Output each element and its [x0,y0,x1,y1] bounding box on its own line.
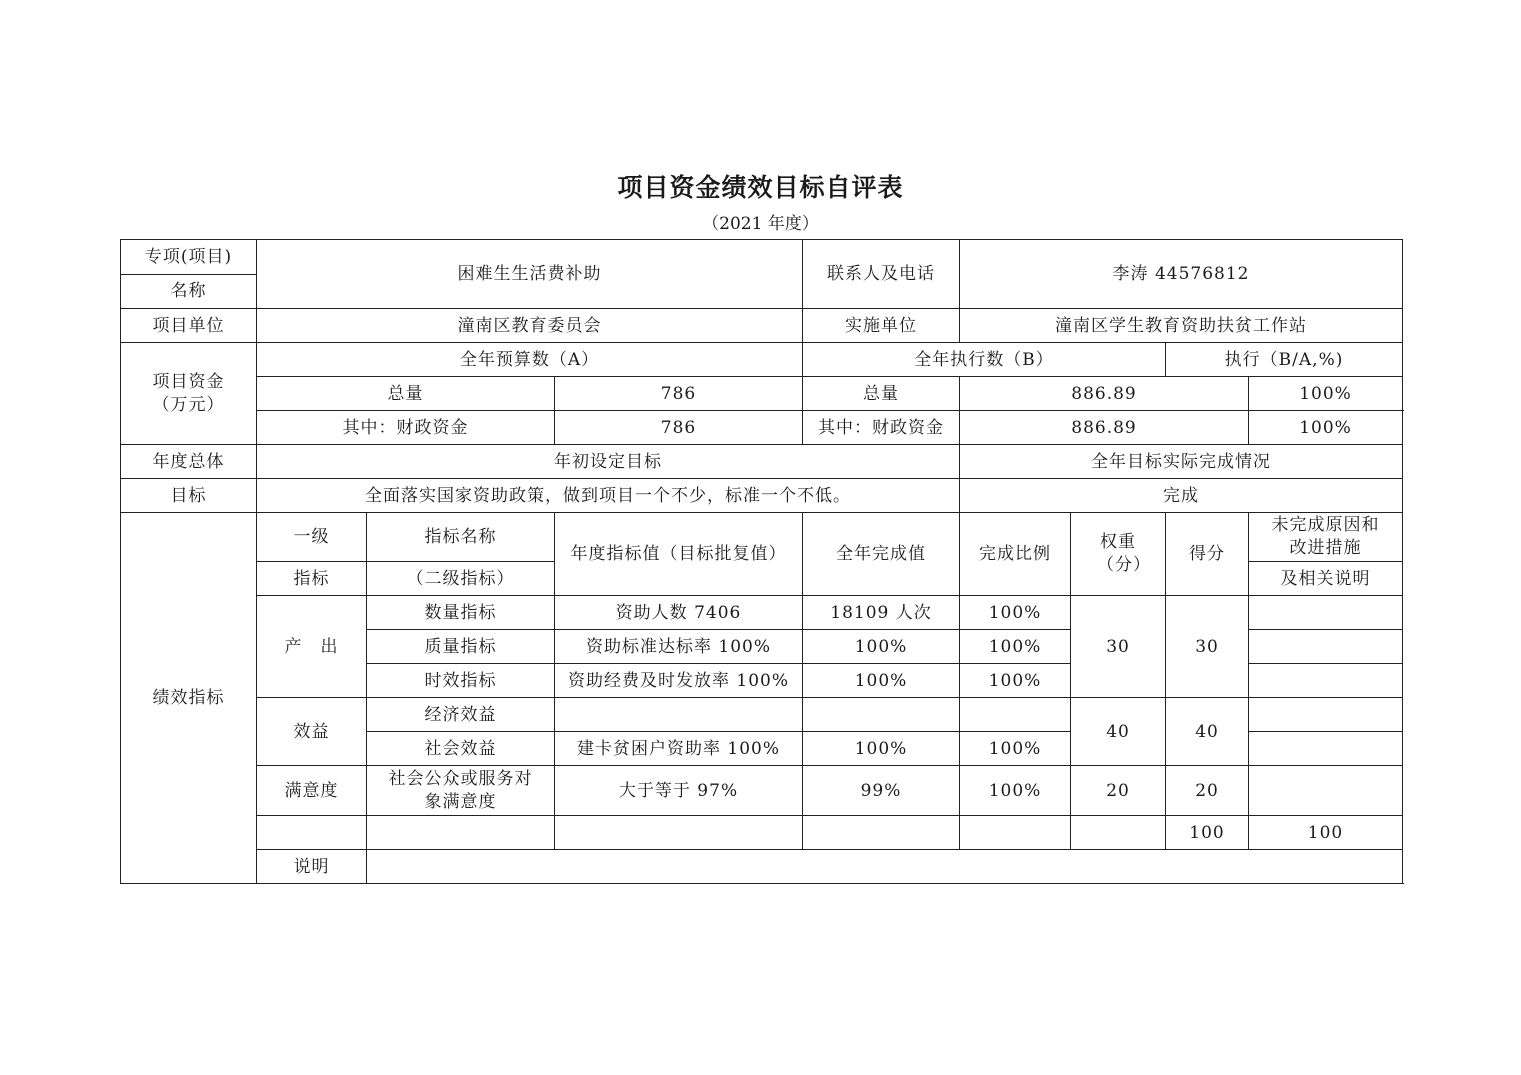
goal-label-top: 年度总体 [121,445,257,479]
kpi-col-level1-bottom: 指标 [257,562,367,596]
kpi-col-name-bottom: （二级指标） [367,562,555,596]
goal-label-bottom: 目标 [121,479,257,513]
kpi-row-target: 资助人数 7406 [555,596,803,630]
kpi-row-actual: 99% [803,766,960,816]
total-row-blank [555,816,803,850]
kpi-row-name: 社会公众或服务对象满意度 [367,766,555,816]
kpi-row-name: 时效指标 [367,664,555,698]
total-weight: 100 [1166,816,1249,850]
project-name-value: 困难生生活费补助 [257,240,803,309]
kpi-group-benefit: 效益 [257,698,367,766]
notes-label: 说明 [257,850,367,884]
kpi-col-reason-bottom: 及相关说明 [1249,562,1403,596]
kpi-row-name: 数量指标 [367,596,555,630]
kpi-col-target: 年度指标值（目标批复值） [555,513,803,596]
kpi-group-satisfaction: 满意度 [257,766,367,816]
fiscal-label: 其中：财政资金 [257,411,555,445]
kpi-col-weight: 权重（分） [1071,513,1166,596]
total-budget: 786 [555,377,803,411]
total-row-blank [960,816,1071,850]
total-exec: 886.89 [960,377,1249,411]
total-label: 总量 [257,377,555,411]
total-row-label [257,816,367,850]
kpi-row-actual [803,698,960,732]
total-row-blank [803,816,960,850]
kpi-row-ratio: 100% [960,732,1071,766]
page-subtitle: （2021 年度） [702,214,819,234]
budget-header: 全年预算数（A） [257,343,803,377]
project-name-label-bottom: 名称 [121,274,257,309]
kpi-row-name: 经济效益 [367,698,555,732]
unit-value: 潼南区教育委员会 [257,309,803,343]
goal-actual-text: 完成 [960,479,1403,513]
unit-label: 项目单位 [121,309,257,343]
kpi-row-actual: 100% [803,732,960,766]
goal-actual-header: 全年目标实际完成情况 [960,445,1403,479]
kpi-col-actual: 全年完成值 [803,513,960,596]
kpi-col-level1-top: 一级 [257,513,367,562]
kpi-row-ratio: 100% [960,664,1071,698]
kpi-row-ratio: 100% [960,766,1071,816]
kpi-group-score: 20 [1166,766,1249,816]
kpi-row-reason [1249,664,1403,698]
kpi-col-ratio: 完成比例 [960,513,1071,596]
funds-label: 项目资金（万元） [121,343,257,445]
kpi-row-name: 社会效益 [367,732,555,766]
kpi-row-reason [1249,766,1403,816]
kpi-col-reason-top: 未完成原因和改进措施 [1249,513,1403,562]
kpi-row-ratio: 100% [960,596,1071,630]
kpi-row-actual: 100% [803,630,960,664]
total-row-blank [1071,816,1166,850]
self-evaluation-table [120,239,1403,884]
goal-set-header: 年初设定目标 [257,445,960,479]
rate-header: 执行（B/A,%) [1166,343,1403,377]
impl-unit-label: 实施单位 [803,309,960,343]
fiscal-exec-label: 其中：财政资金 [803,411,960,445]
kpi-row-target: 大于等于 97% [555,766,803,816]
kpi-col-score: 得分 [1166,513,1249,596]
kpi-group-weight: 30 [1071,596,1166,698]
total-score: 100 [1249,816,1403,850]
kpi-row-target [555,698,803,732]
kpi-label: 绩效指标 [121,513,257,884]
kpi-group-weight: 40 [1071,698,1166,766]
kpi-row-reason [1249,698,1403,732]
project-name-label-top: 专项(项目) [121,240,257,275]
kpi-row-target: 资助经费及时发放率 100% [555,664,803,698]
kpi-group-weight: 20 [1071,766,1166,816]
kpi-row-target: 资助标准达标率 100% [555,630,803,664]
kpi-row-ratio: 100% [960,630,1071,664]
fiscal-exec: 886.89 [960,411,1249,445]
kpi-group-score: 30 [1166,596,1249,698]
kpi-col-name-top: 指标名称 [367,513,555,562]
kpi-group-score: 40 [1166,698,1249,766]
kpi-group-output: 产 出 [257,596,367,698]
kpi-row-actual: 100% [803,664,960,698]
total-exec-label: 总量 [803,377,960,411]
contact-label: 联系人及电话 [803,240,960,309]
fiscal-budget: 786 [555,411,803,445]
goal-set-text: 全面落实国家资助政策，做到项目一个不少，标准一个不低。 [257,479,960,513]
kpi-row-name: 质量指标 [367,630,555,664]
exec-header: 全年执行数（B） [803,343,1166,377]
fiscal-rate: 100% [1249,411,1403,445]
kpi-row-target: 建卡贫困户资助率 100% [555,732,803,766]
notes-value [367,850,1403,884]
impl-unit-value: 潼南区学生教育资助扶贫工作站 [960,309,1403,343]
kpi-row-reason [1249,596,1403,630]
contact-value: 李涛 44576812 [960,240,1403,309]
kpi-row-reason [1249,630,1403,664]
kpi-row-ratio [960,698,1071,732]
total-rate: 100% [1249,377,1403,411]
total-row-blank [367,816,555,850]
page-title: 项目资金绩效目标自评表 [617,173,904,202]
kpi-row-reason [1249,732,1403,766]
kpi-row-actual: 18109 人次 [803,596,960,630]
